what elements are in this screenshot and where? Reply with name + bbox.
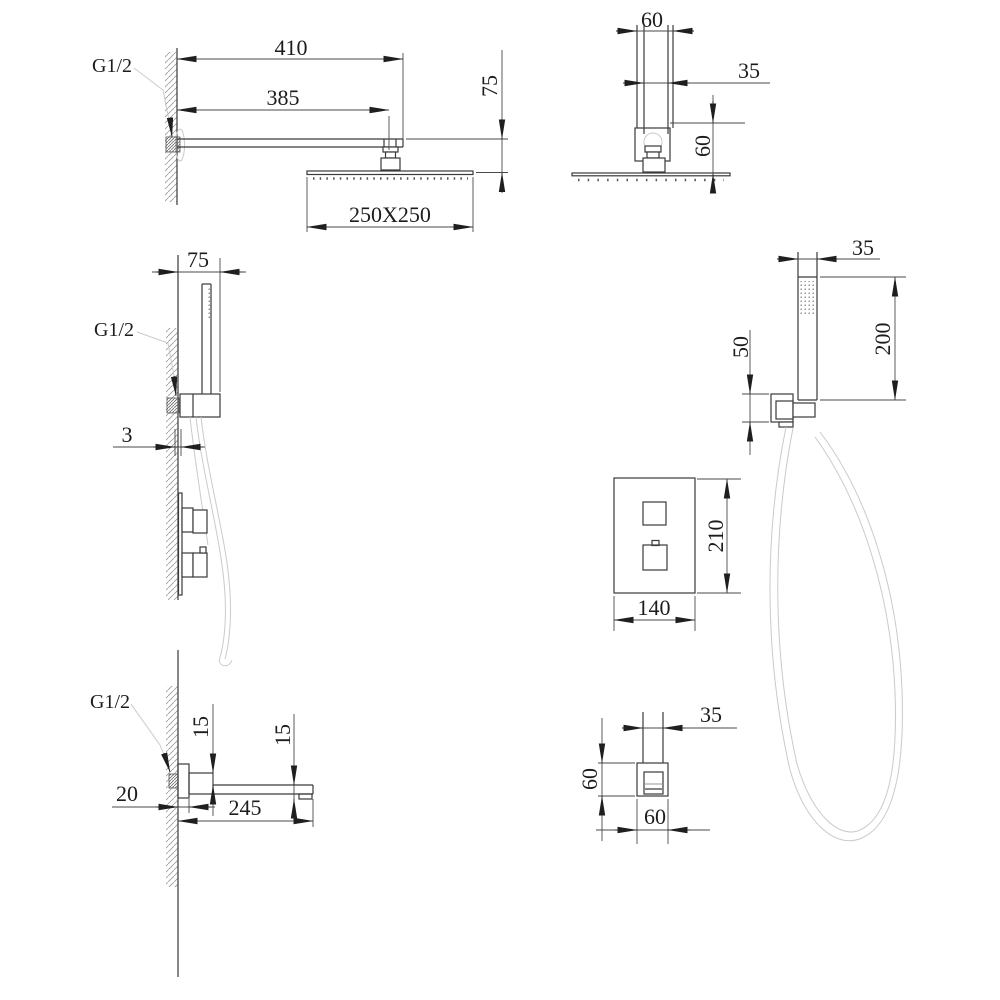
dim-outlet-height: 15 <box>270 724 295 746</box>
thread-fitting <box>169 774 178 788</box>
wall-bracket-front <box>771 394 815 427</box>
spout-outlet <box>644 772 663 794</box>
shower-head-plate <box>307 171 473 179</box>
head-joint <box>381 147 400 170</box>
thread-fitting <box>167 398 179 413</box>
dim-arm-to-head: 385 <box>266 85 300 110</box>
wall-bracket-side <box>180 394 220 417</box>
spout-front-view <box>577 702 737 844</box>
shower-arm <box>177 139 403 147</box>
arm-profile <box>637 25 673 134</box>
spout-side-view <box>90 650 313 977</box>
dim-plate-width: 140 <box>637 595 671 620</box>
wall-hatching <box>166 328 178 600</box>
hand-shower-side-view <box>94 247 246 666</box>
shower-head-plate-front <box>572 173 730 180</box>
dim-handle-length: 200 <box>870 322 895 356</box>
dim-bracket-height: 50 <box>728 336 753 358</box>
spray-face-dots <box>800 281 815 314</box>
dim-head-drop: 75 <box>477 75 502 97</box>
dim-handle-width: 35 <box>852 235 874 260</box>
dim-flange-width: 60 <box>641 7 663 32</box>
spray-face-dots <box>206 288 211 318</box>
joint-escutcheon <box>635 128 670 172</box>
dim-pipe-width: 35 <box>700 702 722 727</box>
dim-plate-thickness: 3 <box>121 422 133 447</box>
dim-spout-length: 245 <box>228 795 262 820</box>
thread-label: G1/2 <box>90 691 130 713</box>
mixer-knob-lower <box>643 545 667 570</box>
spout-body <box>178 764 313 799</box>
dim-joint-height: 60 <box>690 135 715 157</box>
dim-body-width: 60 <box>644 804 666 829</box>
shower-hose-loop <box>770 427 902 841</box>
spout-pipe-front <box>643 712 663 763</box>
overhead-shower-side-view <box>92 35 508 232</box>
dim-plate-height: 210 <box>703 519 728 553</box>
dim-pipe-width: 35 <box>738 58 760 83</box>
mixer-plate <box>614 478 695 593</box>
shower-hose-side <box>190 417 232 666</box>
dim-head-size: 250X250 <box>349 202 431 227</box>
thread-label: G1/2 <box>92 55 132 77</box>
hand-shower-front-view <box>728 235 906 841</box>
mixer-knob-upper <box>643 502 666 525</box>
mixer-front-view <box>614 478 741 631</box>
hand-shower-handle-front <box>798 252 817 400</box>
overhead-shower-front-view <box>572 7 770 193</box>
dim-wall-offset: 20 <box>116 781 138 806</box>
dim-body-height: 60 <box>577 768 602 790</box>
dim-bracket-depth: 75 <box>187 247 209 272</box>
thread-label: G1/2 <box>94 319 134 341</box>
dim-inlet-height: 15 <box>188 716 213 738</box>
dim-arm-length: 410 <box>274 35 308 60</box>
